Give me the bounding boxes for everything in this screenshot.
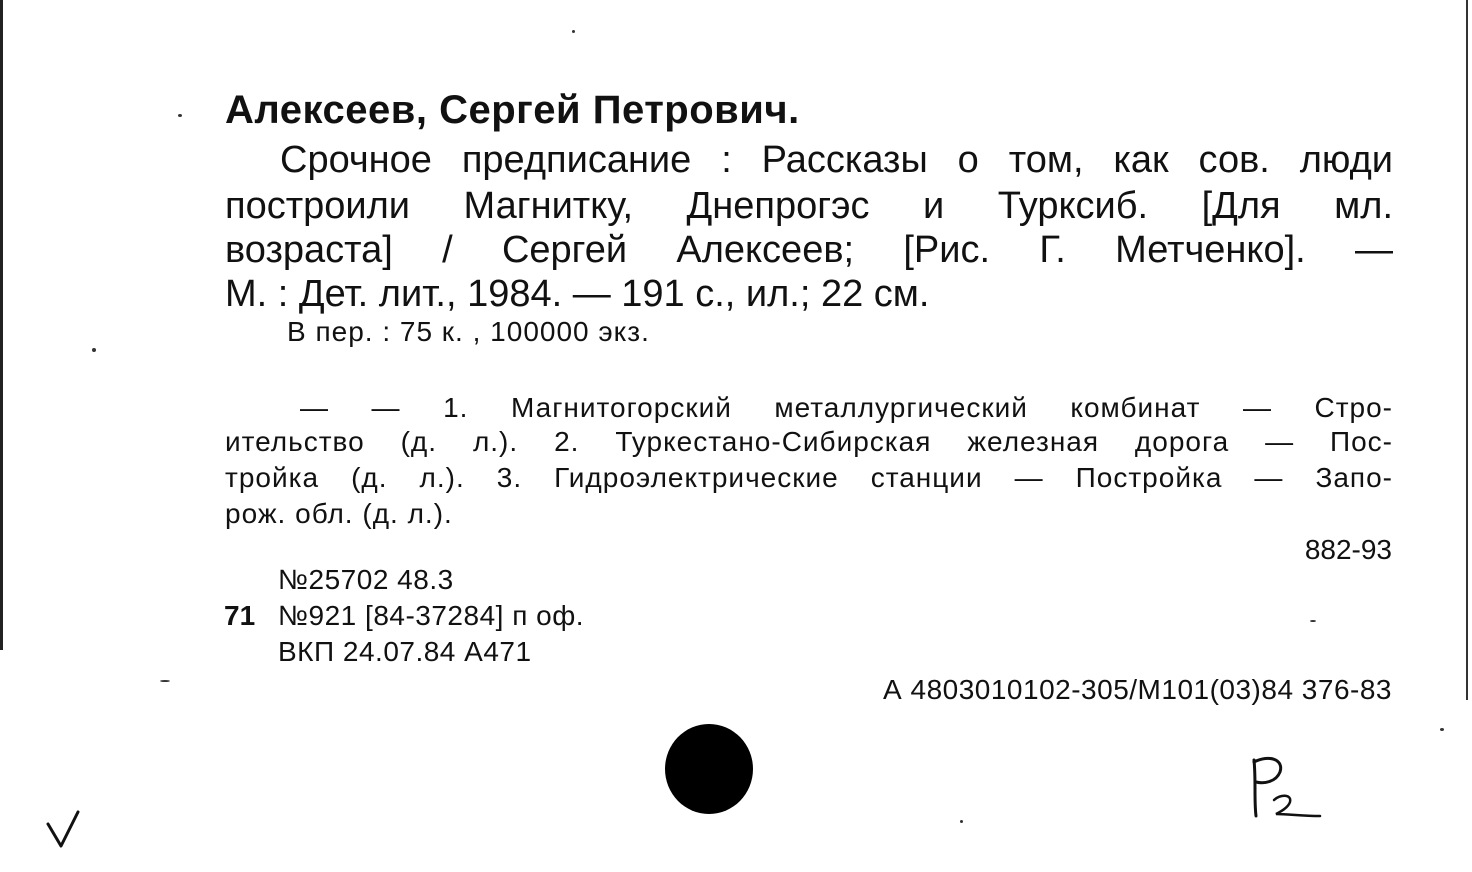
speck [960,820,963,823]
subject-line-4: рож. обл. (д. л.). [225,498,453,529]
check-mark-icon [44,808,84,852]
card-left-edge [0,0,3,650]
speck [178,114,182,117]
subject-line-3: тройка (д. л.). 3. Гидроэлектрические станции — Постройка — Запо- [225,462,1393,493]
price-line: В пер. : 75 к. , 100000 экз. [287,316,650,347]
meta-line-3: ВКП 24.07.84 А471 [278,636,532,667]
catalog-code-line: А 4803010102-305/М101(03)84 376-83 [883,674,1392,705]
author-heading: Алексеев, Сергей Петрович. [225,88,800,132]
title-line-2: построили Магнитку, Днепрогэс и Турксиб. [Для мл. [225,185,1393,227]
card-right-edge [1466,0,1468,700]
speck [572,30,575,33]
title-line-1: Срочное предписание : Рассказы о том, как сов. люди [280,139,1393,181]
classification-code: 882-93 [1304,534,1392,565]
handwritten-initials-icon [1240,750,1330,830]
speck [1440,728,1444,731]
subject-line-2: ительство (д. л.). 2. Туркестано-Сибирская железная дорога — Пос- [225,426,1393,457]
meta-line-1: №25702 48.3 [278,564,454,595]
meta-number: 71 [224,600,256,631]
speck [160,680,170,682]
subject-line-1: — — 1. Магнитогорский металлургический комбинат — Стро- [300,392,1393,423]
speck [92,348,96,352]
title-line-3: возраста] / Сергей Алексеев; [Рис. Г. Метченко]. — [225,229,1393,271]
meta-line-2: №921 [84-37284] п оф. [278,600,585,631]
title-line-4: М. : Дет. лит., 1984. — 191 с., ил.; 22 см. [225,273,930,315]
punch-hole [665,724,753,814]
speck [1310,620,1316,622]
